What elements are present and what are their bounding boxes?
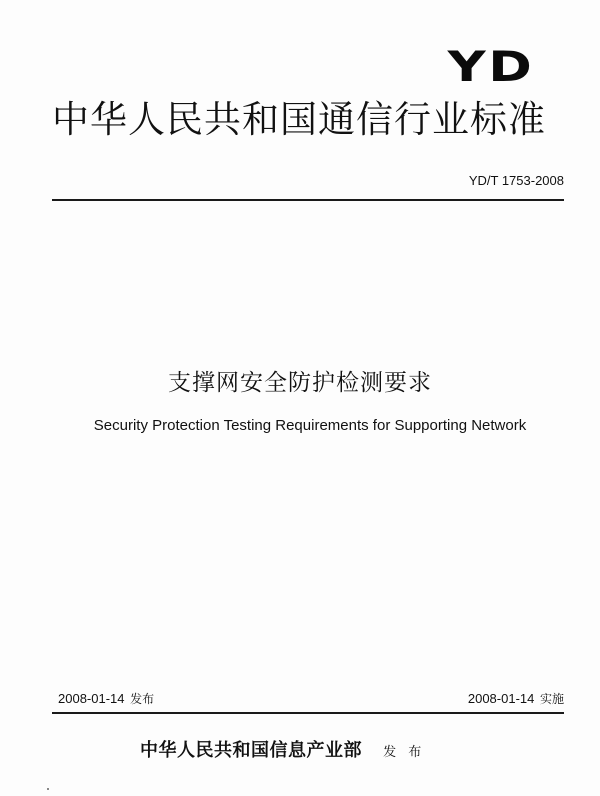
issue-date-block [58,692,154,705]
document-title-chinese: 支撑网安全防护检测要求 [168,370,432,396]
implementation-date-block [468,692,564,705]
implementation-date: 2008-01-14 [467,691,535,706]
implementation-label: 实施 [539,692,564,706]
bottom-divider [52,712,564,714]
issue-date: 2008-01-14 [58,691,125,706]
top-divider [52,199,564,201]
issue-label: 发布 [130,692,155,706]
issuer-line [140,740,425,762]
issuing-authority: 中华人民共和国信息产业部 [140,740,362,761]
document-title-english: Security Protection Testing Requirements for Supporting Network [93,417,527,434]
standard-number: YD/T 1753-2008 [468,173,564,188]
yd-logo: YD [447,42,534,91]
industry-standard-title: 中华人民共和国通信行业标准 [52,98,546,141]
issuer-action: 发 布 [383,745,426,760]
scan-speck [47,788,49,790]
